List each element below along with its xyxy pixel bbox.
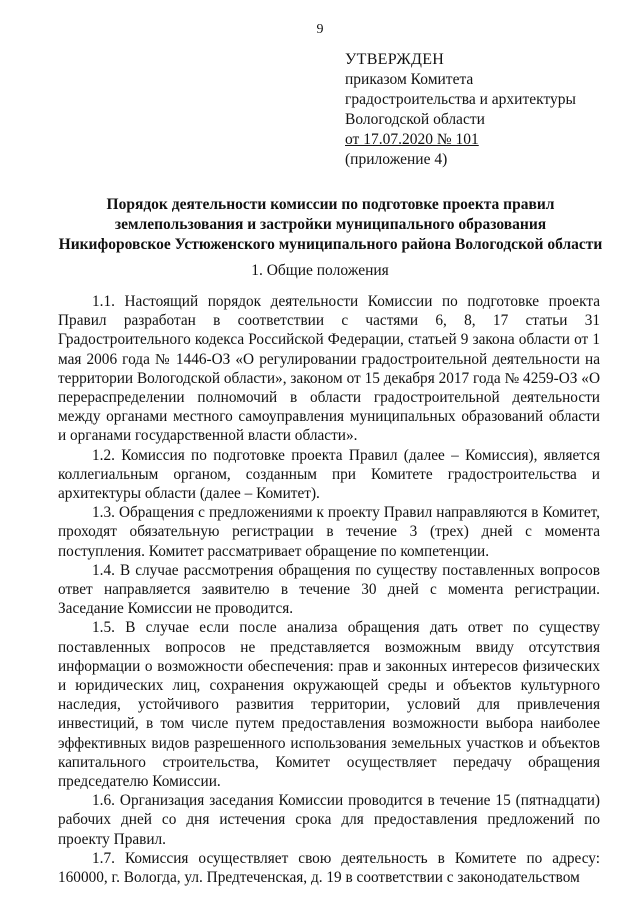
paragraph-1-4: 1.4. В случае рассмотрения обращения по существу поставленных вопросов ответ направляется заявителю в течение 30 дней с момента регистрации. Заседание Комиссии не проводится. (58, 561, 600, 618)
paragraph-1-7: 1.7. Комиссия осуществляет свою деятельность в Комитете по адресу: 160000, г. Вологда, ул. Предтеченская, д. 19 в соответствии с законодательством (58, 849, 600, 887)
paragraph-1-5: 1.5. В случае если после анализа обращения дать ответ по существу поставленных вопросов не представляется возможным ввиду отсутствия информации о возможности обеспечения: прав и законных интересов физических и юридических лиц, сохранения окружающей среды и объектов культурного наследия, устойчивого развития территории, условий для привлечения инвестиций, в том числе путем предоставления возможности выбора наиболее эффективных видов разрешенного использования земельных участков и объектов капитального строительства, Комитет осуществляет передачу обращения председателю Комиссии. (58, 619, 600, 791)
approval-line: Вологодской области (345, 111, 485, 128)
approval-line: приказом Комитета (345, 71, 474, 88)
paragraph-1-1: 1.1. Настоящий порядок деятельности Комиссии по подготовке проекта Правил разработан в соответствии с частями 6, 8, 17 статьи 31 Градостроительного кодекса Российской Федерации, статьей 9 закона области от 1 мая 2006 года № 1446-ОЗ «О регулировании градостроительной деятельности на территории Вологодской области», законом от 15 декабря 2017 года № 4259-ОЗ «О перераспределении полномочий в области градостроительной деятельности между органами местного самоуправления муниципальных образований области и органами государственной власти области». (58, 293, 600, 445)
paragraph-1-2: 1.2. Комиссия по подготовке проекта Правил (далее – Комиссия), является коллегиальным органом, созданным при Комитете градостроительства и архитектуры области (далее – Комитет). (58, 446, 600, 503)
document-title: Порядок деятельности комиссии по подготовке проекта правил землепользования и застройки муниципального образования Никифоровское Устюженского муниципального района Вологодской области (58, 196, 603, 253)
document-body (58, 292, 600, 887)
approval-heading: УТВЕРЖДЕН (345, 51, 445, 68)
approval-order-number: от 17.07.2020 № 101 (345, 131, 479, 148)
section-heading: 1. Общие положения (251, 262, 389, 279)
page-number: 9 (316, 22, 324, 37)
approval-stamp (345, 50, 576, 170)
approval-line: градостроительства и архитектуры (345, 91, 576, 108)
paragraph-1-6: 1.6. Организация заседания Комиссии проводится в течение 15 (пятнадцати) рабочих дней со дня истечения срока для предоставления предложений по проекту Правил. (58, 792, 600, 848)
approval-appendix: (приложение 4) (345, 151, 448, 168)
paragraph-1-3: 1.3. Обращения с предложениями к проекту Правил направляются в Комитет, проходят обязательную регистрации в течение 3 (трех) дней с момента поступления. Комитет рассматривает обращение по компетенции. (58, 504, 600, 560)
